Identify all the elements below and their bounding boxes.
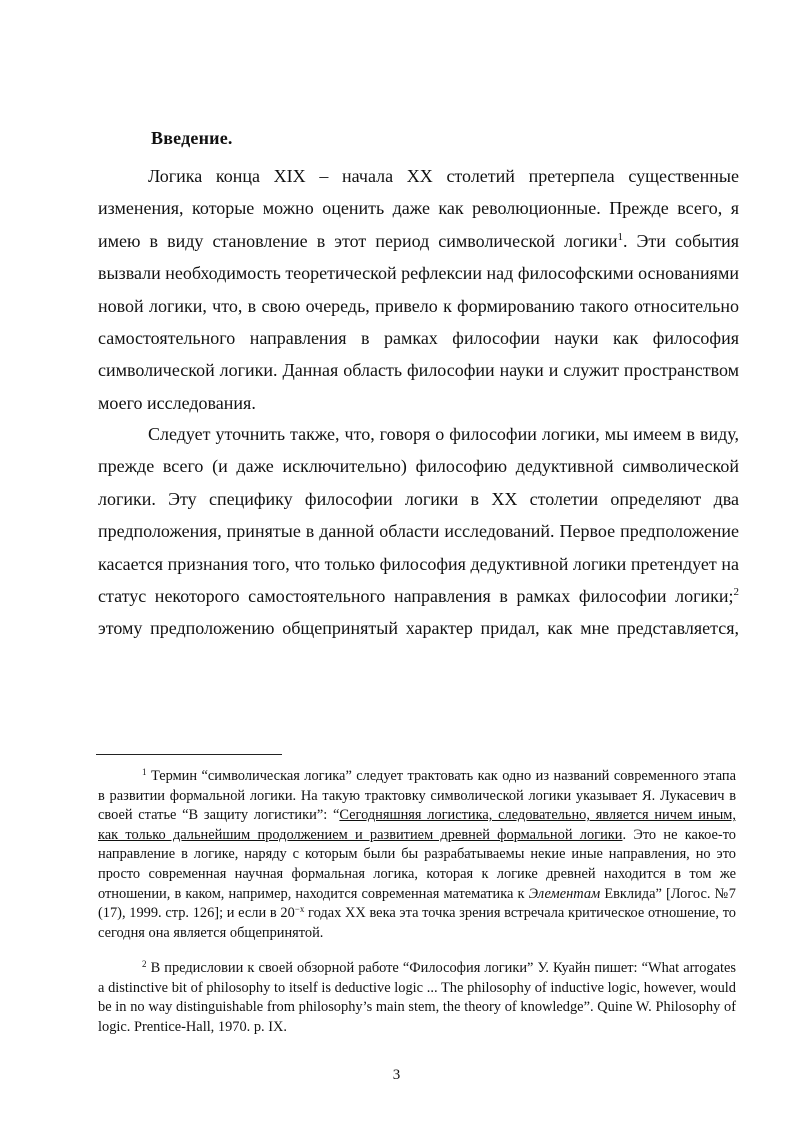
footnote-1-text-c: Евклида” [Логос. №7 (17), 1999. стр. 126]; и если в 20 (98, 885, 736, 922)
footnote-1-text-b: . Это не какое-то направление в логике, наряду с которым были бы разрабатываемы некие иные направления, но это просто современная научная формальная логика, которая к логике древней находится в том же отношении, в каком, например, находится современная математика к (98, 826, 736, 902)
footnote-ref-1[interactable]: 1 (617, 230, 623, 243)
paragraph-1 (98, 160, 739, 419)
footnote-ref-2[interactable]: 2 (733, 586, 739, 599)
footnote-1-italic: Элементам (528, 885, 601, 902)
footnote-1-superscript: −х (294, 904, 305, 915)
footnote-divider (96, 754, 282, 755)
footnote-1-text-d: годах XX века эта точка зрения встречала критическое отношение, то сегодня она является общепринятой. (98, 905, 736, 941)
footnote-2 (98, 959, 736, 1037)
paragraph-1-end: . Эти события вызвали необходимость теоретической рефлексии над философскими основаниями новой логики, что, в свою очередь, привело к формированию такого относительно самостоятельного направления в рамках философии науки как философия символической логики. Данная область философии науки и служит пространством моего исследования. (98, 230, 739, 413)
paragraph-2-text: Следует уточнить также, что, говоря о философии логики, мы имеем в виду, прежде всего (и даже исключительно) философию дедуктивной символической логики. Эту специфику философии логики в XX столетии определяют два предположения, принятые в данной области исследований. Первое предположение касается признания того, что только философия дедуктивной логики претендует на статус некоторого самостоятельного направления в рамках философии логики; (98, 424, 739, 607)
paragraph-2 (98, 418, 739, 645)
footnote-1 (98, 767, 736, 943)
page-number: 3 (392, 1067, 401, 1083)
footnote-2-mark: 2 (142, 959, 147, 969)
section-heading: Введение. (151, 128, 233, 148)
footnote-1-underlined-quote: Сегодняшняя логистика, следовательно, является ничем иным, как только дальнейшим продолжением и развитием древней формальной логики (98, 807, 736, 843)
paragraph-1-text: Логика конца XIX – начала XX столетий претерпела существенные изменения, которые можно оценить даже как революционные. Прежде всего, я имею в виду становление в этот период символической логики (98, 166, 739, 251)
paragraph-2-end: этому предположению общепринятый характер придал, как мне представляется, (98, 618, 739, 639)
footnote-1-text-a: Термин “символическая логика” следует трактовать как одно из названий современного этапа в развитии формальной логики. На такую трактовку символической логики указывает Я. Лукасевич в своей статье “В защиту логистики”: “ (98, 768, 736, 824)
footnote-1-mark: 1 (142, 767, 147, 777)
footnote-2-text: В предисловии к своей обзорной работе “Философия логики” У. Куайн пишет: “What arrogates a distinctive bit of philosophy to itself is deductive logic ... The philosophy of inductive logic, however, would be in no way distinguishable from philosophy’s main stem, the theory of knowledge”. Quine W. Philosophy of logic. Prentice-Hall, 1970. p. IX. (98, 960, 736, 1035)
